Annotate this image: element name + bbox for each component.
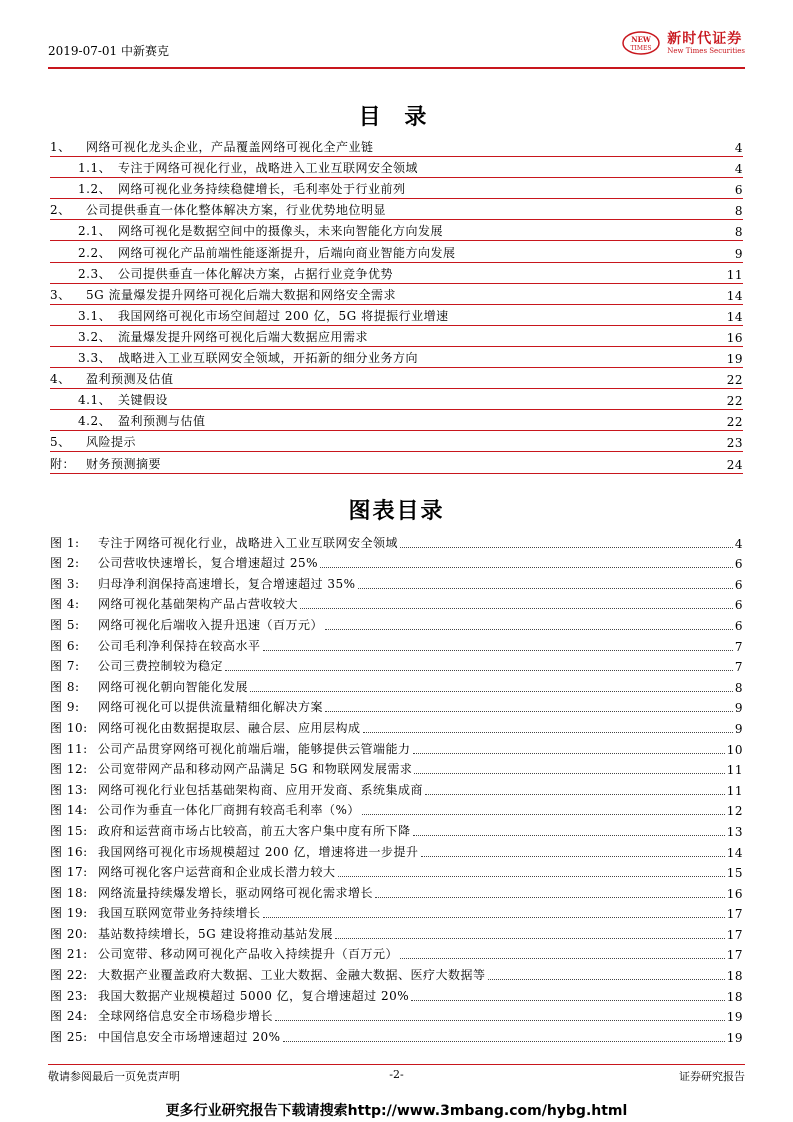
- entry-label: 公司作为垂直一体化厂商拥有较高毛利率（%）: [98, 803, 360, 818]
- entry-number: 图 20:: [50, 926, 88, 941]
- entry-number: 2.2、: [78, 245, 112, 260]
- dot-leader: [488, 979, 725, 980]
- dot-leader: [400, 958, 725, 959]
- entry-number: 4.1、: [78, 393, 112, 408]
- entry-page: 6: [734, 598, 743, 613]
- dot-leader: [362, 814, 725, 815]
- figure-entry[interactable]: [50, 592, 743, 613]
- entry-number: 1.1、: [78, 161, 112, 176]
- figure-entry[interactable]: [50, 839, 743, 860]
- entry-number: 图 10:: [50, 720, 88, 735]
- entry-label: 网络流量持续爆发增长，驱动网络可视化需求增长: [98, 885, 374, 900]
- figure-entry[interactable]: [50, 715, 743, 736]
- toc-entry[interactable]: [50, 326, 743, 347]
- dot-leader: [338, 876, 725, 877]
- entry-page: 23: [726, 436, 743, 451]
- figure-entry[interactable]: [50, 654, 743, 675]
- logo-english-name: New Times Securities: [667, 46, 745, 55]
- entry-number: 图 22:: [50, 968, 88, 983]
- entry-label: 网络可视化基础架构产品占营收较大: [98, 597, 299, 612]
- entry-page: 9: [734, 701, 743, 716]
- figure-entry[interactable]: [50, 798, 743, 819]
- toc-entry[interactable]: [50, 263, 743, 284]
- dot-leader: [358, 588, 733, 589]
- entry-number: 图 9:: [50, 700, 80, 715]
- entry-label: 网络可视化客户运营商和企业成长潜力较大: [98, 865, 336, 880]
- toc-entry[interactable]: [50, 136, 743, 157]
- header-divider: [48, 67, 745, 69]
- dot-leader: [363, 732, 733, 733]
- entry-label: 网络可视化朝向智能化发展: [98, 679, 249, 694]
- footer-divider: [48, 1064, 745, 1065]
- toc-entry[interactable]: [50, 452, 743, 473]
- figure-entry[interactable]: [50, 757, 743, 778]
- report-date-company: 2019-07-01 中新赛克: [48, 44, 170, 58]
- entry-page: 19: [726, 1030, 743, 1045]
- figure-entry[interactable]: [50, 860, 743, 881]
- toc-entry[interactable]: [50, 284, 743, 305]
- entry-label: 网络可视化产品前端性能逐渐提升，后端向商业智能方向发展: [118, 245, 456, 260]
- entry-page: 17: [726, 948, 743, 963]
- figure-entry[interactable]: [50, 736, 743, 757]
- entry-number: 3.1、: [78, 308, 112, 323]
- entry-number: 图 18:: [50, 885, 88, 900]
- entry-label: 公司提供垂直一体化整体解决方案，行业优势地位明显: [86, 203, 387, 218]
- figure-entry[interactable]: [50, 962, 743, 983]
- dot-leader: [413, 753, 725, 754]
- toc-entry[interactable]: [50, 347, 743, 368]
- entry-page: 14: [726, 845, 743, 860]
- entry-page: 11: [726, 783, 743, 798]
- entry-label: 网络可视化龙头企业，产品覆盖网络可视化全产业链: [86, 140, 374, 155]
- dot-leader: [335, 938, 725, 939]
- dot-leader: [414, 773, 724, 774]
- figure-entry[interactable]: [50, 1024, 743, 1045]
- entry-page: 11: [726, 267, 743, 282]
- toc-entry[interactable]: [50, 157, 743, 178]
- entry-label: 网络可视化可以提供流量精细化解决方案: [98, 700, 324, 715]
- entry-number: 附：: [50, 456, 76, 471]
- entry-page: 6: [734, 557, 743, 572]
- entry-label: 网络可视化业务持续稳健增长，毛利率处于行业前列: [118, 182, 406, 197]
- dot-leader: [325, 629, 733, 630]
- entry-label: 政府和运营商市场占比较高，前五大客户集中度有所下降: [98, 823, 411, 838]
- entry-number: 1、: [50, 140, 71, 155]
- entry-number: 3.3、: [78, 351, 112, 366]
- entry-label: 网络可视化由数据提取层、融合层、应用层构成: [98, 720, 361, 735]
- page-number: -2-: [389, 1068, 404, 1081]
- entry-number: 图 7:: [50, 659, 80, 674]
- entry-label: 我国互联网宽带业务持续增长: [98, 906, 261, 921]
- company-logo: [621, 30, 745, 56]
- entry-page: 18: [726, 989, 743, 1004]
- toc-entry[interactable]: [50, 178, 743, 199]
- entry-number: 图 15:: [50, 823, 88, 838]
- entry-label: 财务预测摘要: [86, 456, 162, 471]
- figure-entry[interactable]: [50, 901, 743, 922]
- entry-page: 7: [734, 660, 743, 675]
- dot-leader: [263, 917, 725, 918]
- entry-label: 网络可视化后端收入提升迅速（百万元）: [98, 617, 324, 632]
- entry-page: 19: [726, 1010, 743, 1025]
- entry-number: 3.2、: [78, 329, 112, 344]
- dot-leader: [325, 711, 733, 712]
- toc-entry[interactable]: [50, 410, 743, 431]
- entry-label: 中国信息安全市场增速超过 20%: [98, 1029, 281, 1044]
- entry-page: 8: [734, 225, 743, 240]
- figure-entry[interactable]: [50, 921, 743, 942]
- entry-label: 盈利预测及估值: [86, 372, 174, 387]
- dot-leader: [425, 794, 725, 795]
- entry-number: 4、: [50, 372, 71, 387]
- entry-label: 公司营收快速增长，复合增速超过 25%: [98, 556, 318, 571]
- entry-page: 6: [734, 183, 743, 198]
- toc-entry[interactable]: [50, 220, 743, 241]
- entry-number: 4.2、: [78, 414, 112, 429]
- entry-label: 公司宽带、移动网可视化产品收入持续提升（百万元）: [98, 947, 399, 962]
- entry-label: 盈利预测与估值: [118, 414, 206, 429]
- dot-leader: [411, 1000, 725, 1001]
- entry-label: 基站数持续增长，5G 建设将推动基站发展: [98, 926, 334, 941]
- entry-page: 14: [726, 309, 743, 324]
- toc-entry[interactable]: [50, 241, 743, 262]
- figure-list: [50, 530, 743, 1045]
- entry-page: 15: [726, 866, 743, 881]
- entry-page: 13: [726, 824, 743, 839]
- entry-label: 我国网络可视化市场规模超过 200 亿，增速将进一步提升: [98, 844, 419, 859]
- entry-number: 图 4:: [50, 597, 80, 612]
- entry-number: 图 1:: [50, 535, 80, 550]
- figure-entry[interactable]: [50, 695, 743, 716]
- figure-entry[interactable]: [50, 551, 743, 572]
- dot-leader: [375, 897, 725, 898]
- entry-page: 16: [726, 330, 743, 345]
- entry-label: 大数据产业覆盖政府大数据、工业大数据、金融大数据、医疗大数据等: [98, 968, 486, 983]
- entry-page: 6: [734, 618, 743, 633]
- download-banner: 更多行业研究报告下载请搜索http://www.3mbang.com/hybg.html: [165, 1103, 628, 1119]
- page-footer: [48, 1068, 745, 1086]
- entry-number: 图 6:: [50, 638, 80, 653]
- entry-label: 风险提示: [86, 435, 137, 450]
- table-of-contents: [50, 136, 743, 474]
- entry-page: 17: [726, 927, 743, 942]
- toc-entry[interactable]: [50, 389, 743, 410]
- entry-page: 9: [734, 721, 743, 736]
- entry-page: 19: [726, 352, 743, 367]
- entry-label: 公司提供垂直一体化解决方案，占据行业竞争优势: [118, 266, 394, 281]
- entry-page: 16: [726, 886, 743, 901]
- entry-page: 18: [726, 969, 743, 984]
- figure-entry[interactable]: [50, 880, 743, 901]
- dot-leader: [300, 608, 733, 609]
- dot-leader: [421, 856, 725, 857]
- dot-leader: [250, 691, 733, 692]
- disclaimer-note: 敬请参阅最后一页免责声明: [48, 1070, 180, 1083]
- entry-number: 图 8:: [50, 679, 80, 694]
- entry-page: 22: [726, 415, 743, 430]
- entry-number: 图 2:: [50, 556, 80, 571]
- entry-label: 公司毛利净利保持在较高水平: [98, 638, 261, 653]
- entry-number: 图 12:: [50, 762, 88, 777]
- entry-page: 4: [734, 536, 743, 551]
- entry-number: 1.2、: [78, 182, 112, 197]
- entry-number: 图 14:: [50, 803, 88, 818]
- dot-leader: [400, 547, 733, 548]
- entry-label: 网络可视化行业包括基础架构商、应用开发商、系统集成商: [98, 782, 424, 797]
- figure-entry[interactable]: [50, 633, 743, 654]
- figure-entry[interactable]: [50, 674, 743, 695]
- figure-entry[interactable]: [50, 612, 743, 633]
- toc-entry[interactable]: [50, 305, 743, 326]
- dot-leader: [283, 1041, 725, 1042]
- toc-entry[interactable]: [50, 199, 743, 220]
- dot-leader: [320, 567, 733, 568]
- entry-page: 6: [734, 577, 743, 592]
- entry-number: 2.3、: [78, 266, 112, 281]
- entry-number: 2、: [50, 203, 71, 218]
- toc-entry[interactable]: [50, 431, 743, 452]
- entry-label: 公司三费控制较为稳定: [98, 659, 224, 674]
- logo-chinese-name: 新时代证券: [667, 30, 743, 47]
- svg-text:NEW: NEW: [631, 35, 652, 44]
- entry-number: 图 24:: [50, 1009, 88, 1024]
- toc-title: 目 录: [358, 104, 435, 130]
- entry-page: 11: [726, 763, 743, 778]
- entry-page: 22: [726, 373, 743, 388]
- entry-number: 图 19:: [50, 906, 88, 921]
- figure-entry[interactable]: [50, 818, 743, 839]
- entry-number: 3、: [50, 287, 71, 302]
- figure-entry[interactable]: [50, 983, 743, 1004]
- entry-page: 9: [734, 246, 743, 261]
- entry-label: 全球网络信息安全市场稳步增长: [98, 1009, 274, 1024]
- entry-number: 图 13:: [50, 782, 88, 797]
- entry-label: 专注于网络可视化行业，战略进入工业互联网安全领域: [118, 161, 419, 176]
- figure-entry[interactable]: [50, 1004, 743, 1025]
- dot-leader: [275, 1020, 725, 1021]
- entry-number: 2.1、: [78, 224, 112, 239]
- figure-entry[interactable]: [50, 530, 743, 551]
- entry-number: 图 16:: [50, 844, 88, 859]
- figure-entry[interactable]: [50, 777, 743, 798]
- page-header: [48, 30, 745, 66]
- entry-page: 4: [734, 162, 743, 177]
- svg-text:TIMES: TIMES: [630, 45, 652, 52]
- new-times-logo-icon: [621, 30, 661, 56]
- entry-label: 我国网络可视化市场空间超过 200 亿，5G 将提振行业增速: [118, 308, 449, 323]
- entry-label: 我国大数据产业规模超过 5000 亿，复合增速超过 20%: [98, 988, 410, 1003]
- entry-page: 7: [734, 639, 743, 654]
- entry-label: 关键假设: [118, 393, 169, 408]
- entry-number: 图 21:: [50, 947, 88, 962]
- entry-number: 图 23:: [50, 988, 88, 1003]
- figure-list-title: 图表目录: [348, 498, 445, 524]
- entry-page: 8: [734, 680, 743, 695]
- entry-number: 图 11:: [50, 741, 88, 756]
- entry-page: 12: [726, 804, 743, 819]
- entry-page: 22: [726, 394, 743, 409]
- entry-label: 网络可视化是数据空间中的摄像头，未来向智能化方向发展: [118, 224, 444, 239]
- figure-entry[interactable]: [50, 942, 743, 963]
- entry-page: 8: [734, 204, 743, 219]
- entry-label: 流量爆发提升网络可视化后端大数据应用需求: [118, 329, 369, 344]
- entry-page: 17: [726, 907, 743, 922]
- entry-label: 专注于网络可视化行业，战略进入工业互联网安全领域: [98, 535, 399, 550]
- dot-leader: [225, 670, 733, 671]
- entry-number: 图 3:: [50, 576, 80, 591]
- report-type: 证券研究报告: [679, 1070, 745, 1083]
- entry-label: 公司宽带网产品和移动网产品满足 5G 和物联网发展需求: [98, 762, 413, 777]
- figure-entry[interactable]: [50, 571, 743, 592]
- entry-page: 14: [726, 288, 743, 303]
- toc-entry[interactable]: [50, 368, 743, 389]
- entry-label: 战略进入工业互联网安全领域，开拓新的细分业务方向: [118, 351, 419, 366]
- entry-label: 归母净利润保持高速增长，复合增速超过 35%: [98, 576, 356, 591]
- entry-page: 10: [726, 742, 743, 757]
- entry-number: 图 5:: [50, 617, 80, 632]
- entry-number: 图 25:: [50, 1029, 88, 1044]
- entry-label: 5G 流量爆发提升网络可视化后端大数据和网络安全需求: [86, 287, 397, 302]
- entry-page: 4: [734, 141, 743, 156]
- entry-label: 公司产品贯穿网络可视化前端后端，能够提供云管端能力: [98, 741, 411, 756]
- entry-number: 图 17:: [50, 865, 88, 880]
- entry-page: 24: [726, 457, 743, 472]
- entry-number: 5、: [50, 435, 71, 450]
- dot-leader: [413, 835, 725, 836]
- dot-leader: [263, 650, 733, 651]
